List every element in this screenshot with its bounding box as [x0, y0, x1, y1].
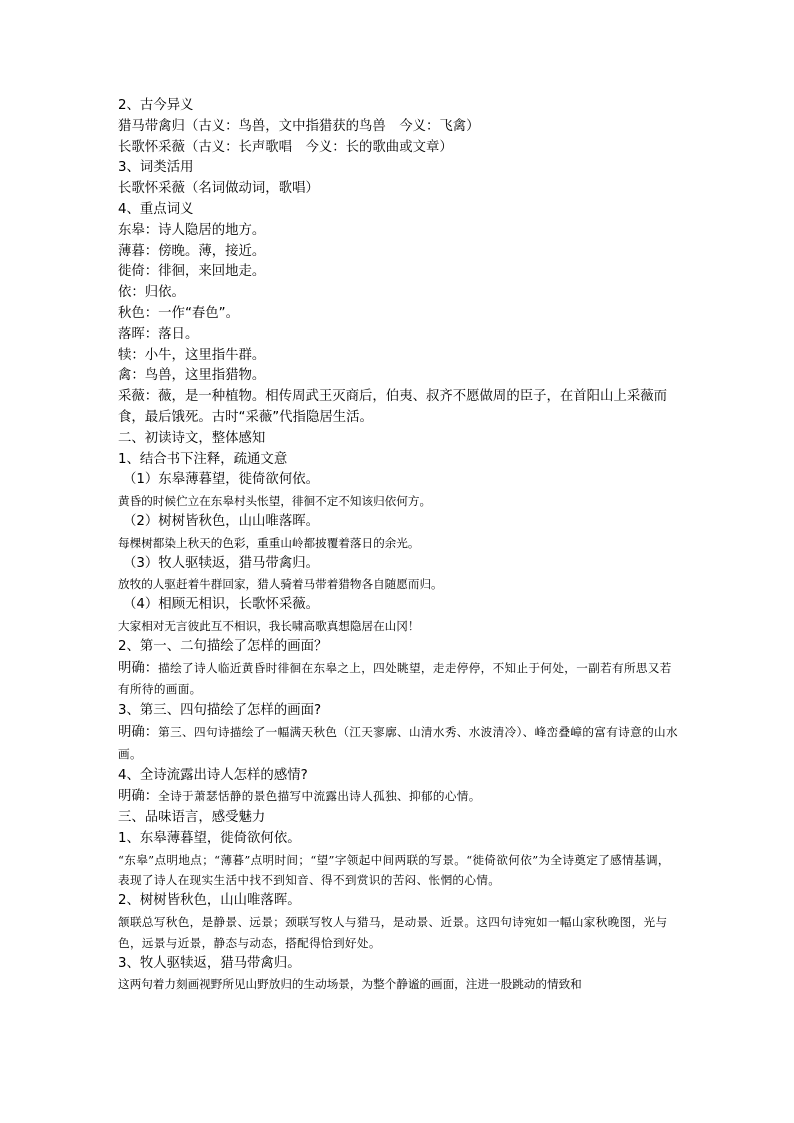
analysis-text: 颔联总写秋色，是静景、远景；颈联写牧人与猎马，是动景、近景。这四句诗宛如一幅山家秋晚图，光与色，远景与近景，静态与动态，搭配得恰到好处。	[118, 915, 668, 950]
text-line: 1、东皋薄暮望，徙倚欲何依。	[118, 830, 301, 846]
text-line: 犊：小牛，这里指牛群。	[118, 347, 266, 363]
text-line: 二、初读诗文，整体感知	[118, 430, 266, 446]
answer-body: 描绘了诗人临近黄昏时徘徊在东皋之上，四处眺望，走走停停，不知止于何处，一副若有所思又若有所待的画面。	[118, 660, 672, 697]
translation-text: 这两句着力刻画视野所见山野放归的生动场景，为整个静谧的画面，注进一股跳动的情致和	[118, 977, 582, 992]
text-line: 4、重点词义	[118, 201, 194, 217]
text-line: 长歌怀采薇（名词做动词，歌唱）	[118, 181, 319, 197]
text-line: 落晖：落日。	[118, 326, 199, 342]
poem-line: （4）相顾无相识，长歌怀采薇。	[123, 597, 319, 613]
answer-paragraph	[118, 658, 678, 702]
text-line: 长歌怀采薇（古义：长声歌唱 今义：长的歌曲或文章）	[118, 139, 453, 155]
text-line: 2、第一、二句描绘了怎样的画面？	[118, 638, 328, 654]
translation-text: 大家相对无言彼此互不相识，我长啸高歌真想隐居在山冈！	[118, 618, 420, 633]
translation-text: 每棵树都染上秋天的色彩，重重山岭都披覆着落日的余光。	[118, 535, 420, 550]
text-line: 东皋：诗人隐居的地方。	[118, 222, 266, 238]
poem-line: （1）东皋薄暮望，徙倚欲何依。	[123, 472, 319, 488]
poem-line: （2）树树皆秋色，山山唯落晖。	[123, 513, 319, 529]
answer-paragraph	[118, 722, 678, 766]
translation-text: 黄昏的时候伫立在东皋村头怅望，徘徊不定不知该归依何方。	[118, 494, 432, 509]
paragraph-text: 采薇：薇，是一种植物。相传周武王灭商后，伯夷、叔齐不愿做周的臣子，在首阳山上采薇而食，最后饿死。古时“采薇”代指隐居生活。	[118, 389, 668, 425]
text-line: 禽：鸟兽，这里指猎物。	[118, 368, 266, 384]
document-page	[118, 96, 678, 995]
answer-label: 明确：	[118, 724, 159, 740]
text-line: 秋色：一作“春色”。	[118, 305, 239, 321]
text-line: 三、品味语言，感受魅力	[118, 810, 266, 826]
text-line: 3、牧人驱犊返，猎马带禽归。	[118, 955, 301, 971]
text-line: 薄暮：傍晚。薄，接近。	[118, 243, 266, 259]
answer-paragraph	[118, 786, 678, 808]
text-line: 依：归依。	[118, 285, 185, 301]
answer-label: 明确：	[118, 660, 159, 676]
text-line: 猎马带禽归（古义：鸟兽，文中指猎获的鸟兽 今义：飞禽）	[118, 118, 480, 134]
answer-body: 全诗于萧瑟恬静的景色描写中流露出诗人孤独、抑郁的心情。	[158, 789, 481, 804]
text-line: 3、第三、四句描绘了怎样的画面?	[118, 703, 322, 719]
analysis-text: “东皋”点明地点；“薄暮”点明时间；“望”字领起中间两联的写景。“徙倚欲何依”为全诗奠定了感情基调，表现了诗人在现实生活中找不到知音、得不到赏识的苦闷、怅惘的心情。	[118, 852, 670, 888]
text-line: 1、结合书下注释，疏通文意	[118, 451, 288, 467]
text-line: 3、词类活用	[118, 160, 194, 176]
text-line: 2、树树皆秋色，山山唯落晖。	[118, 893, 301, 909]
text-line: 4、全诗流露出诗人怎样的感情?	[118, 767, 308, 783]
answer-body: 第三、四句诗描绘了一幅满天秋色（江天寥廓、山清水秀、水波清冷）、峰峦叠嶂的富有诗意的山水画。	[118, 724, 678, 761]
translation-text: 放牧的人驱赶着牛群回家，猎人骑着马带着猎物各自随愿而归。	[118, 577, 443, 592]
poem-line: （3）牧人驱犊返，猎马带禽归。	[123, 555, 319, 571]
text-line: 徙倚：徘徊，来回地走。	[118, 264, 266, 280]
text-line: 2、古今异义	[118, 98, 194, 113]
answer-label: 明确：	[118, 789, 159, 805]
